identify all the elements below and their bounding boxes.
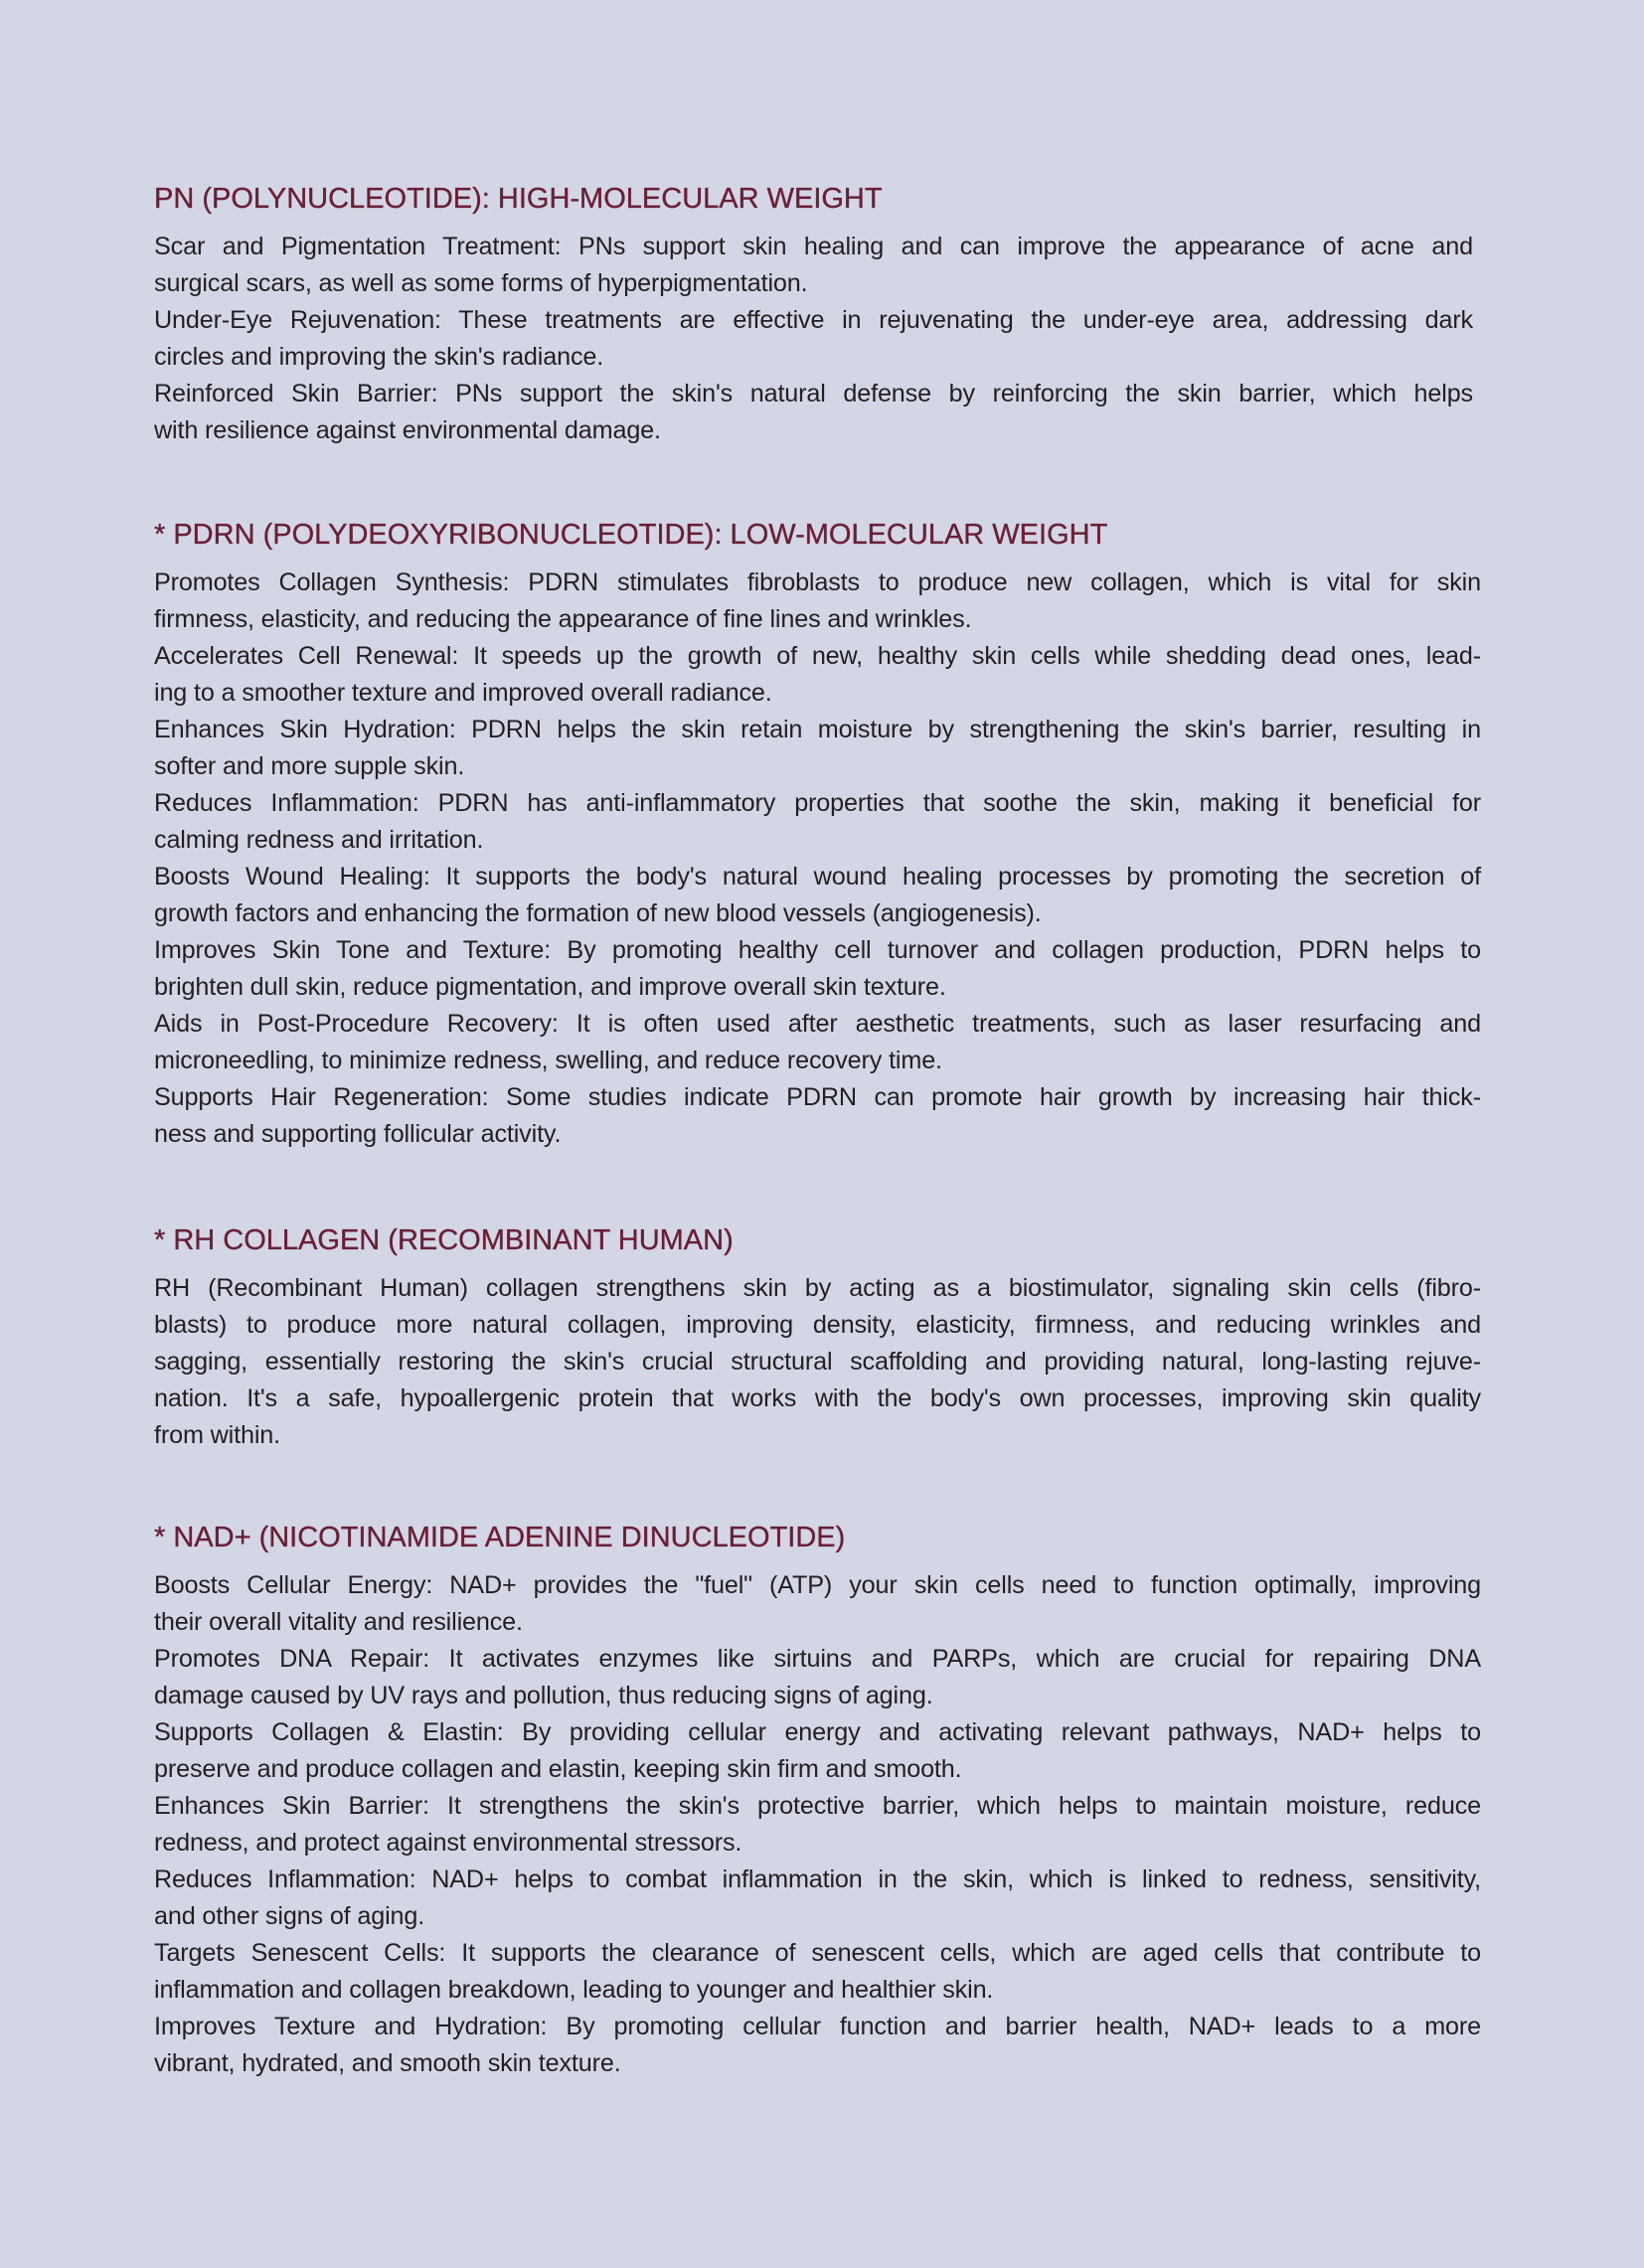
text-line: from within. xyxy=(154,1421,280,1449)
text-line: RH (Recombinant Human) collagen strengthens skin by acting as a biostimulator, signaling skin cells (fibro- xyxy=(154,1274,1481,1302)
text-line: Improves Texture and Hydration: By promoting cellular function and barrier health, NAD+ leads to a more xyxy=(154,2013,1481,2040)
list-item xyxy=(154,1641,1481,1714)
text-line: sagging, essentially restoring the skin's crucial structural scaffolding and providing natural, long-lasting rejuve- xyxy=(154,1348,1481,1376)
list-item xyxy=(154,1270,1481,1454)
list-item xyxy=(154,1006,1481,1079)
text-line: their overall vitality and resilience. xyxy=(154,1608,523,1636)
text-line: softer and more supple skin. xyxy=(154,752,465,780)
list-item xyxy=(154,302,1473,376)
text-line: Reduces Inflammation: PDRN has anti-inflammatory properties that soothe the skin, making it beneficial for xyxy=(154,789,1481,817)
list-item xyxy=(154,1567,1481,1641)
text-line: Supports Collagen & Elastin: By providing cellular energy and activating relevant pathways, NAD+ helps to xyxy=(154,1718,1481,1746)
text-line: Under-Eye Rejuvenation: These treatments are effective in rejuvenating the under-eye area, addressing dark xyxy=(154,306,1473,334)
text-line: blasts) to produce more natural collagen, improving density, elasticity, firmness, and reducing wrinkles and xyxy=(154,1311,1481,1339)
list-item xyxy=(154,376,1473,449)
list-item xyxy=(154,1788,1481,1862)
text-line: redness, and protect against environmental stressors. xyxy=(154,1829,742,1857)
text-line: Enhances Skin Barrier: It strengthens the skin's protective barrier, which helps to maintain moisture, reduce xyxy=(154,1792,1481,1820)
list-item xyxy=(154,1079,1481,1153)
description-paragraph xyxy=(154,1270,1481,1454)
list-item xyxy=(154,712,1481,785)
text-line: Boosts Cellular Energy: NAD+ provides the "fuel" (ATP) your skin cells need to function optimally, improving xyxy=(154,1571,1481,1599)
text-line: Reinforced Skin Barrier: PNs support the skin's natural defense by reinforcing the skin barrier, which helps xyxy=(154,380,1473,407)
text-line: firmness, elasticity, and reducing the appearance of fine lines and wrinkles. xyxy=(154,605,972,633)
text-line: calming redness and irritation. xyxy=(154,826,484,854)
text-line: microneedling, to minimize redness, swelling, and reduce recovery time. xyxy=(154,1047,942,1074)
section-heading-pdrn: * PDRN (POLYDEOXYRIBONUCLEOTIDE): LOW-MOLECULAR WEIGHT xyxy=(154,519,1108,551)
list-item xyxy=(154,2009,1481,2082)
text-line: nation. It's a safe, hypoallergenic protein that works with the body's own processes, improving skin quality xyxy=(154,1384,1481,1412)
list-item xyxy=(154,859,1481,932)
section-rh-collagen xyxy=(154,1222,1481,1454)
list-item xyxy=(154,1714,1481,1788)
section-heading-nad: * NAD+ (NICOTINAMIDE ADENINE DINUCLEOTIDE) xyxy=(154,1522,846,1553)
list-item xyxy=(154,1935,1481,2009)
list-item xyxy=(154,229,1473,302)
list-item xyxy=(154,638,1481,712)
text-line: Scar and Pigmentation Treatment: PNs support skin healing and can improve the appearance of acne and xyxy=(154,233,1473,260)
text-line: Targets Senescent Cells: It supports the clearance of senescent cells, which are aged cells that contribute to xyxy=(154,1939,1481,1967)
text-line: Enhances Skin Hydration: PDRN helps the skin retain moisture by strengthening the skin's barrier, resulting in xyxy=(154,716,1481,743)
text-line: with resilience against environmental damage. xyxy=(154,416,661,444)
text-line: ness and supporting follicular activity. xyxy=(154,1120,562,1148)
text-line: Accelerates Cell Renewal: It speeds up the growth of new, healthy skin cells while shedding dead ones, lead- xyxy=(154,642,1481,670)
text-line: brighten dull skin, reduce pigmentation, and improve overall skin texture. xyxy=(154,973,946,1001)
section-nad xyxy=(154,1520,1481,2082)
benefit-list xyxy=(154,1567,1481,2082)
text-line: ing to a smoother texture and improved overall radiance. xyxy=(154,679,772,707)
text-line: Improves Skin Tone and Texture: By promoting healthy cell turnover and collagen production, PDRN helps to xyxy=(154,936,1481,964)
text-line: circles and improving the skin's radiance. xyxy=(154,343,604,371)
list-item xyxy=(154,785,1481,859)
list-item xyxy=(154,1862,1481,1935)
section-heading-rh-collagen: * RH COLLAGEN (RECOMBINANT HUMAN) xyxy=(154,1224,734,1256)
text-line: and other signs of aging. xyxy=(154,1902,425,1930)
text-line: damage caused by UV rays and pollution, thus reducing signs of aging. xyxy=(154,1682,933,1709)
section-heading-pn: PN (POLYNUCLEOTIDE): HIGH-MOLECULAR WEIGHT xyxy=(154,183,883,215)
text-line: inflammation and collagen breakdown, leading to younger and healthier skin. xyxy=(154,1976,994,2004)
text-line: preserve and produce collagen and elastin, keeping skin firm and smooth. xyxy=(154,1755,962,1783)
text-line: Promotes Collagen Synthesis: PDRN stimulates fibroblasts to produce new collagen, which is vital for skin xyxy=(154,568,1481,596)
text-line: vibrant, hydrated, and smooth skin texture. xyxy=(154,2049,621,2077)
section-pn xyxy=(154,181,1473,449)
section-pdrn xyxy=(154,517,1481,1153)
text-line: Supports Hair Regeneration: Some studies indicate PDRN can promote hair growth by increasing hair thick- xyxy=(154,1083,1481,1111)
text-line: Promotes DNA Repair: It activates enzymes like sirtuins and PARPs, which are crucial for repairing DNA xyxy=(154,1645,1481,1673)
text-line: surgical scars, as well as some forms of hyperpigmentation. xyxy=(154,269,808,297)
list-item xyxy=(154,565,1481,638)
benefit-list xyxy=(154,229,1473,449)
text-line: growth factors and enhancing the formation of new blood vessels (angiogenesis). xyxy=(154,899,1042,927)
text-line: Reduces Inflammation: NAD+ helps to combat inflammation in the skin, which is linked to redness, sensitivity, xyxy=(154,1865,1481,1893)
list-item xyxy=(154,932,1481,1006)
benefit-list xyxy=(154,565,1481,1153)
text-line: Boosts Wound Healing: It supports the body's natural wound healing processes by promoting the secretion of xyxy=(154,863,1481,891)
text-line: Aids in Post-Procedure Recovery: It is often used after aesthetic treatments, such as laser resurfacing and xyxy=(154,1010,1481,1038)
